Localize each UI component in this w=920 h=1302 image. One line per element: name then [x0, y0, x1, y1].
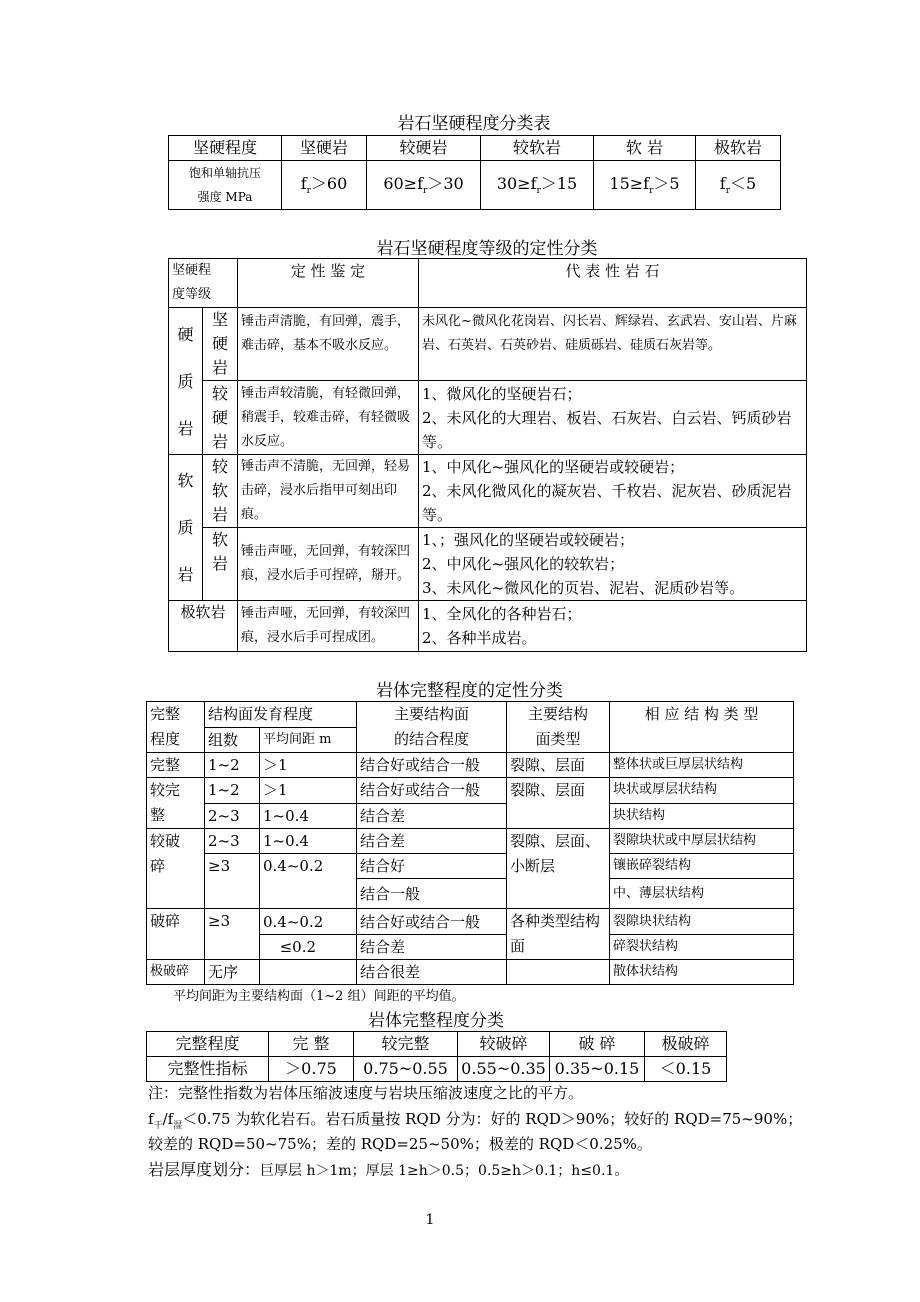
- empty-cell: [260, 960, 357, 985]
- header-broken: 破 碎: [550, 1032, 645, 1057]
- type-cell: 各种类型结构面: [507, 909, 610, 960]
- header-very-soft: 极软岩: [696, 136, 781, 161]
- rocks-fairly-hard: 1、微风化的坚硬岩石； 2、未风化的大理岩、板岩、石灰岩、白云岩、钙质砂岩等。: [419, 381, 807, 455]
- note-rqd-2: 较差的 RQD=50~75%；差的 RQD=25~50%；极差的 RQD＜0.25%。: [148, 1135, 652, 1153]
- header-groups: 组数: [205, 727, 260, 753]
- judge-fairly-soft: 锤击声不清脆，无回弹，轻易击碎，浸水后指甲可刻出印痕。: [238, 455, 419, 528]
- header-struct: 结构面发育程度: [205, 702, 357, 728]
- subcat-hard-rock: 坚 硬 岩: [203, 308, 238, 381]
- bond-cell: 结合差: [357, 803, 507, 829]
- bond-cell: 结合差: [357, 829, 507, 854]
- corr-cell: 镶嵌碎裂结构: [610, 854, 794, 879]
- spacing-cell: 1~0.4: [260, 803, 357, 829]
- rocks-fairly-soft: 1、中风化~强风化的坚硬岩或较硬岩； 2、未风化微风化的凝灰岩、千枚岩、泥灰岩、砂质泥岩等。: [419, 455, 807, 528]
- header-complete: 完 整: [269, 1032, 354, 1057]
- judge-soft: 锤击声哑，无回弹，有较深凹痕，浸水后手可捏碎，掰开。: [238, 528, 419, 601]
- groups-cell: 2~3: [205, 829, 260, 854]
- subcat-fairly-hard: 较 硬 岩: [203, 381, 238, 455]
- category-hard: 硬 质 岩: [169, 308, 203, 455]
- subcat-soft: 软 岩: [203, 528, 238, 601]
- value-very-soft: $f_r<5$: [696, 161, 781, 210]
- note-layer-thickness: 岩层厚度划分：巨厚层 h＞1m；厚层 1≥h＞0.5；0.5≥h＞0.1；h≤0.1。: [148, 1160, 629, 1179]
- bond-cell: 结合好或结合一般: [357, 753, 507, 778]
- table3-footnote: 平均间距为主要结构面（1~2 组）间距的平均值。: [173, 989, 465, 1004]
- groups-cell: 1~2: [205, 753, 260, 778]
- table4-title: 岩体完整程度分类: [368, 1011, 504, 1031]
- subcat-fairly-soft: 较 软 岩: [203, 455, 238, 528]
- header-fairly-soft: 较软岩: [481, 136, 594, 161]
- value-fairly-hard: $60\ge f_r>30$: [367, 161, 481, 210]
- value-soft: $15\ge f_r>5$: [594, 161, 696, 210]
- header-integrity: 完整 程度: [147, 702, 205, 753]
- index-value: 0.75~0.55: [354, 1057, 458, 1082]
- note-integrity-index: 注：完整性指数为岩体压缩波速度与岩块压缩波速度之比的平方。: [148, 1084, 584, 1102]
- level-fairly-complete: 较完 整: [147, 778, 205, 829]
- type-cell: 裂隙、层面: [507, 753, 610, 778]
- header-bond: 主要结构面 的结合程度: [357, 702, 507, 753]
- judge-hard: 锤击声清脆，有回弹，震手，难击碎，基本不吸水反应。: [238, 308, 419, 381]
- index-value: 0.55~0.35: [458, 1057, 550, 1082]
- type-cell: 裂隙、层面: [507, 778, 610, 829]
- rocks-hard: 未风化~微风化花岗岩、闪长岩、辉绿岩、玄武岩、安山岩、片麻岩、石英岩、石英砂岩、硅质砾岩、硅质石灰岩等。: [419, 308, 807, 381]
- index-value: ＜0.15: [645, 1057, 727, 1082]
- judge-fairly-hard: 锤击声较清脆，有轻微回弹，稍震手，较难击碎，有轻微吸水反应。: [238, 381, 419, 455]
- spacing-cell: 0.4~0.2: [260, 854, 357, 909]
- header-judge: 定 性 鉴 定: [238, 259, 419, 308]
- level-very-broken: 极破碎: [147, 960, 205, 985]
- row-label-strength: 饱和单轴抗压 强度 MPa: [169, 161, 282, 210]
- header-fairly-broken: 较破碎: [458, 1032, 550, 1057]
- corr-cell: 碎裂状结构: [610, 935, 794, 960]
- groups-cell: 无序: [205, 960, 260, 985]
- header-hardness: 坚硬程度: [169, 136, 282, 161]
- spacing-cell: 0.4~0.2: [260, 909, 357, 935]
- type-cell: 裂隙、层面、小断层: [507, 829, 610, 909]
- index-value: 0.35~0.15: [550, 1057, 645, 1082]
- table2-title: 岩石坚硬程度等级的定性分类: [376, 239, 598, 259]
- value-hard: $f_r>60$: [282, 161, 367, 210]
- rock-hardness-table: [168, 135, 781, 210]
- rock-hardness-qualitative-table: [168, 258, 807, 652]
- level-fairly-broken: 较破 碎: [147, 829, 205, 909]
- bond-cell: 结合好或结合一般: [357, 909, 507, 935]
- corr-cell: 整体状或巨厚层状结构: [610, 753, 794, 778]
- rocks-soft: 1、；强风化的坚硬岩或较硬岩； 2、中风化~强风化的较软岩； 3、未风化~微风化的页岩、泥岩、泥质砂岩等。: [419, 528, 807, 601]
- page-number: 1: [425, 1212, 435, 1228]
- header-fairly-complete: 较完整: [354, 1032, 458, 1057]
- bond-cell: 结合好: [357, 854, 507, 879]
- header-corresponding: 相 应 结 构 类 型: [610, 702, 794, 753]
- bond-cell: 结合差: [357, 935, 507, 960]
- header-integrity-level: 完整程度: [147, 1032, 269, 1057]
- header-fairly-hard: 较硬岩: [367, 136, 481, 161]
- groups-cell: ≥3: [205, 909, 260, 960]
- header-grade: 坚硬程 度等级: [169, 259, 238, 308]
- header-soft: 软 岩: [594, 136, 696, 161]
- bond-cell: 结合一般: [357, 879, 507, 909]
- table1-title: 岩石坚硬程度分类表: [397, 114, 551, 134]
- row-label-index: 完整性指标: [147, 1057, 269, 1082]
- bond-cell: 结合好或结合一般: [357, 778, 507, 804]
- level-complete: 完整: [147, 753, 205, 778]
- header-rock: 代 表 性 岩 石: [419, 259, 807, 308]
- spacing-cell: 1~0.4: [260, 829, 357, 854]
- header-type: 主要结构 面类型: [507, 702, 610, 753]
- corr-cell: 块状或厚层状结构: [610, 778, 794, 804]
- corr-cell: 散体状结构: [610, 960, 794, 985]
- corr-cell: 块状结构: [610, 803, 794, 829]
- rock-mass-integrity-table: [146, 1031, 727, 1082]
- value-fairly-soft: $30\ge f_r>15$: [481, 161, 594, 210]
- header-hard-rock: 坚硬岩: [282, 136, 367, 161]
- category-soft: 软 质 岩: [169, 455, 203, 601]
- index-value: ＞0.75: [269, 1057, 354, 1082]
- corr-cell: 裂隙块状或中厚层状结构: [610, 829, 794, 854]
- bond-cell: 结合很差: [357, 960, 507, 985]
- corr-cell: 中、薄层状结构: [610, 879, 794, 909]
- groups-cell: ≥3: [205, 854, 260, 909]
- category-very-soft: 极软岩: [169, 601, 238, 652]
- spacing-cell: ＞1: [260, 778, 357, 804]
- spacing-cell: ≤0.2: [260, 935, 357, 960]
- empty-cell: [507, 960, 610, 985]
- table3-title: 岩体完整程度的定性分类: [376, 681, 563, 701]
- note-rqd-1: $f_干/f_湿<0.75$ 为软化岩石。岩石质量按 RQD 分为：好的 RQD＞90%；较好的 RQD=75~90%；: [148, 1110, 803, 1131]
- rocks-very-soft: 1、全风化的各种岩石； 2、各种半成岩。: [419, 601, 807, 652]
- header-very-broken: 极破碎: [645, 1032, 727, 1057]
- rock-mass-integrity-qualitative-table: [146, 701, 794, 985]
- groups-cell: 1~2: [205, 778, 260, 804]
- corr-cell: 裂隙块状结构: [610, 909, 794, 935]
- level-broken: 破碎: [147, 909, 205, 960]
- groups-cell: 2~3: [205, 803, 260, 829]
- judge-very-soft: 锤击声哑，无回弹，有较深凹痕，浸水后手可捏成团。: [238, 601, 419, 652]
- header-spacing: 平均间距 m: [260, 727, 357, 753]
- spacing-cell: ＞1: [260, 753, 357, 778]
